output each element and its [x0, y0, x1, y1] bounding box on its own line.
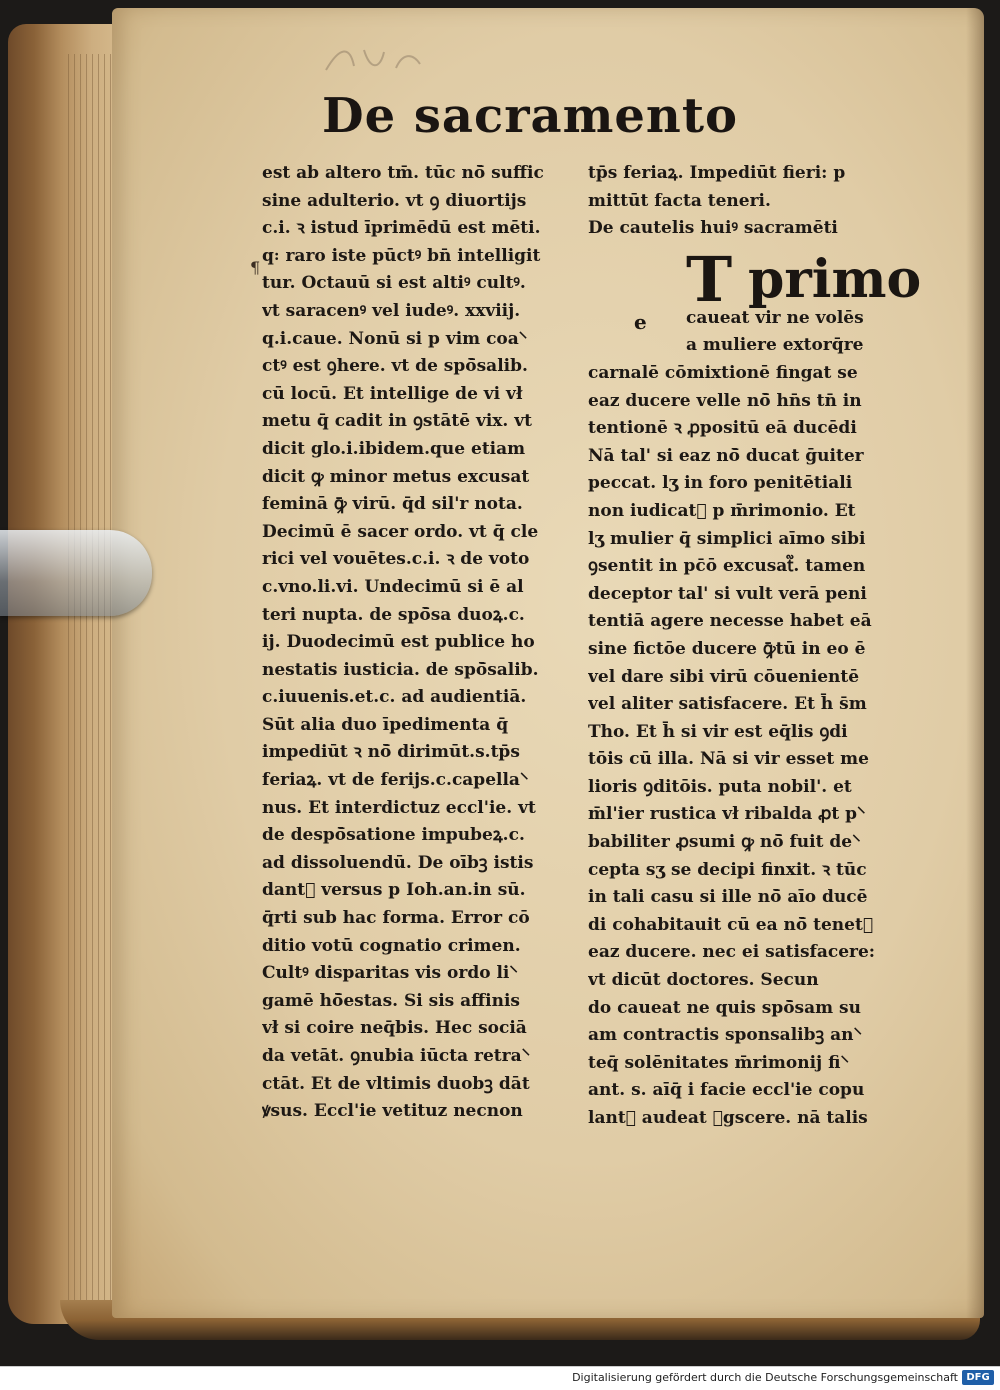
- plastic-page-clip: [0, 530, 152, 616]
- text-line: teq̄ solēnitates m̄rimonij fi⸌: [588, 1052, 849, 1073]
- text-line: ad dissoluendū. De oībꝫ istis: [262, 852, 534, 873]
- text-line: a muliere extorq̄re: [686, 335, 864, 356]
- text-line: ditio votū cognatio crimen.: [262, 935, 521, 956]
- text-line: vt saracenꝰ vel iudeꝰ. xxviij.: [262, 300, 521, 321]
- text-line: c.i. ꝛ istud īprimēdū est mēti.: [262, 218, 541, 239]
- text-line: q.i.caue. Nonū si p vim coa⸌: [262, 328, 528, 349]
- text-line: tur. Octauū si est altiꝰ cultꝰ.: [262, 273, 526, 294]
- left-page-stack: [8, 24, 128, 1324]
- text-column-left: [262, 160, 562, 1126]
- text-line: carnalē cōmixtionē fingat se: [588, 362, 858, 383]
- text-line: ctꝰ est ꝯhere. vt de spō̄salib.: [262, 356, 528, 377]
- text-line: dant᷑ versus p Ioh.an.in sū.: [262, 880, 526, 901]
- text-line: de despō̄satione impubeꝝ.c.: [262, 825, 525, 846]
- text-line: feminā ꝙ̄ virū. q̄d sil'r nota.: [262, 494, 523, 515]
- text-line: q꞉ raro iste pūctꝰ bn̄ intelligit: [262, 245, 541, 266]
- text-line: lant᷑ audeat ꝯgscere. nā talis: [588, 1108, 868, 1128]
- text-line: tentiā agere necesse habet eā: [588, 611, 872, 632]
- text-line: non iudicat᷑ p m̄rimonio. Et: [588, 500, 856, 521]
- text-line: nus. Et interdictuz eccl'ie. vt: [262, 797, 536, 818]
- faint-ink-mark: [320, 40, 430, 80]
- text-line: cū locū. Et intellige de vi vł: [262, 383, 523, 404]
- text-line: teri nupta. de spō̄sa duoꝝ.c.: [262, 604, 525, 625]
- text-line: c.vno.li.vi. Undecimū si ē al: [262, 576, 524, 597]
- text-line: eaz ducere. nec ei satisfacere:: [588, 942, 876, 963]
- text-line: mittūt facta teneri.: [588, 190, 771, 211]
- text-line: tp̄s feriaꝝ. Impediūt fieri: p: [588, 163, 846, 183]
- text-line: ij. Duodecimū est publice ho: [262, 632, 535, 653]
- page-heading: De sacramento: [321, 88, 739, 144]
- text-line: m̄l'ier rustica vł ribalda ꝓt p⸌: [588, 804, 866, 825]
- text-line: est ab altero tm̄. tūc nō̄ suffic: [262, 163, 544, 183]
- text-line: babiliter ꝓsumi ꝙ nō̄ fuit de⸌: [588, 832, 861, 853]
- text-line: di cohabitauit cū ea nō̄ tenet᷑: [588, 914, 874, 935]
- text-line: Cultꝰ disparitas vis ordo li⸌: [262, 963, 518, 984]
- text-line: vt dicūt doctores. Secun: [588, 970, 819, 991]
- text-line: dicit glo.i.ibidem.que etiam: [262, 438, 526, 459]
- signature-mark: e: [634, 310, 647, 334]
- text-line: Sūt alia duo īpedimenta q̄: [262, 714, 509, 735]
- text-line: De cautelis huiꝰ sacramēti: [588, 218, 838, 239]
- text-line: dicit ꝙ minor metus excusat: [262, 466, 530, 487]
- marginal-bracket: ¶: [250, 258, 261, 277]
- text-line: sine fictōe ducere ꝙ̄tū in eo ē: [588, 638, 866, 659]
- text-line: ꝯsentit in pc̄ō excusat᷑. tamen: [588, 556, 866, 577]
- funding-credit: Digitalisierung gefördert durch die Deutsche Forschungsgemeinschaft: [572, 1371, 958, 1384]
- text-line: ꝟsus. Eccl'ie vetituz necnon: [262, 1101, 523, 1122]
- text-line: gamē hō̄estas. Si sis affinis: [262, 990, 520, 1011]
- text-line: vł si coire neq̄bis. Hec sociā: [262, 1018, 527, 1039]
- drop-cap-initial: T: [686, 243, 733, 316]
- text-line: c.iuuenis.et.c. ad audientiā.: [262, 687, 527, 708]
- dfg-logo: DFG: [962, 1370, 994, 1385]
- text-line: deceptor tal' si vult verā peni: [588, 583, 867, 604]
- text-line: Decimū ē sacer ordo. vt q̄ cle: [262, 521, 539, 542]
- text-line: ctāt. Et de vltimis duobꝫ dāt: [262, 1073, 530, 1094]
- text-line: vel dare sibi virū cōuenientē: [588, 666, 860, 687]
- text-line: tentionē ꝛ ꝓpositū eā ducēdi: [588, 418, 857, 439]
- text-line: lioris ꝯditōis. puta nobil'. et: [588, 776, 852, 797]
- text-line: q̄rti sub hac forma. Error cō: [262, 908, 530, 929]
- text-line: do caueat ne quis spō̄sam su: [588, 997, 861, 1018]
- page-shadow: [966, 8, 984, 1318]
- decorated-initial-block: [628, 243, 922, 321]
- text-line: cepta sʒ se decipi finxit. ꝛ tūc: [588, 859, 867, 880]
- text-line: tōis cū illa. Nā si vir esset me: [588, 749, 869, 770]
- text-line: Tho. Et h̄ si vir est eq̄lis ꝯdi: [588, 721, 848, 742]
- text-line: Nā tal' si eaz nō̄ ducat ḡuiter: [588, 445, 864, 466]
- text-line: impediūt ꝛ nō̄ dirimūt.s.tp̄s: [262, 742, 520, 763]
- text-line: lʒ mulier q̄ simplici aīmo sibi: [588, 528, 866, 549]
- text-line: eaz ducere velle nō̄ hn̄s tn̄ in: [588, 390, 862, 411]
- initial-word: primo: [748, 249, 922, 310]
- text-line: peccat. lʒ in foro penitētiali: [588, 473, 853, 494]
- text-line: rici vel vouētes.c.i. ꝛ de voto: [262, 549, 530, 570]
- text-line: metu q̄ cadit in ꝯstātē vix. vt: [262, 411, 533, 432]
- text-line: am contractis sponsalibꝫ an⸌: [588, 1025, 862, 1046]
- viewer-footer: [0, 1366, 1000, 1390]
- text-line: ant. s. aīq̄ i facie eccl'ie copu: [588, 1080, 865, 1101]
- text-line: feriaꝝ. vt de ferijs.c.capella⸌: [262, 770, 529, 791]
- text-line: sine adulterio. vt ꝯ diuortijs: [262, 190, 527, 211]
- text-line: da vetāt. ꝯnubia iūcta retra⸌: [262, 1046, 531, 1066]
- text-line: caueat vir ne volēs: [686, 307, 864, 328]
- text-line: nestatis iusticia. de spō̄salib.: [262, 659, 539, 680]
- text-line: in tali casu si ille nō̄ aīo ducē: [588, 887, 868, 908]
- text-line: vel aliter satisfacere. Et h̄ s̄m: [588, 694, 867, 715]
